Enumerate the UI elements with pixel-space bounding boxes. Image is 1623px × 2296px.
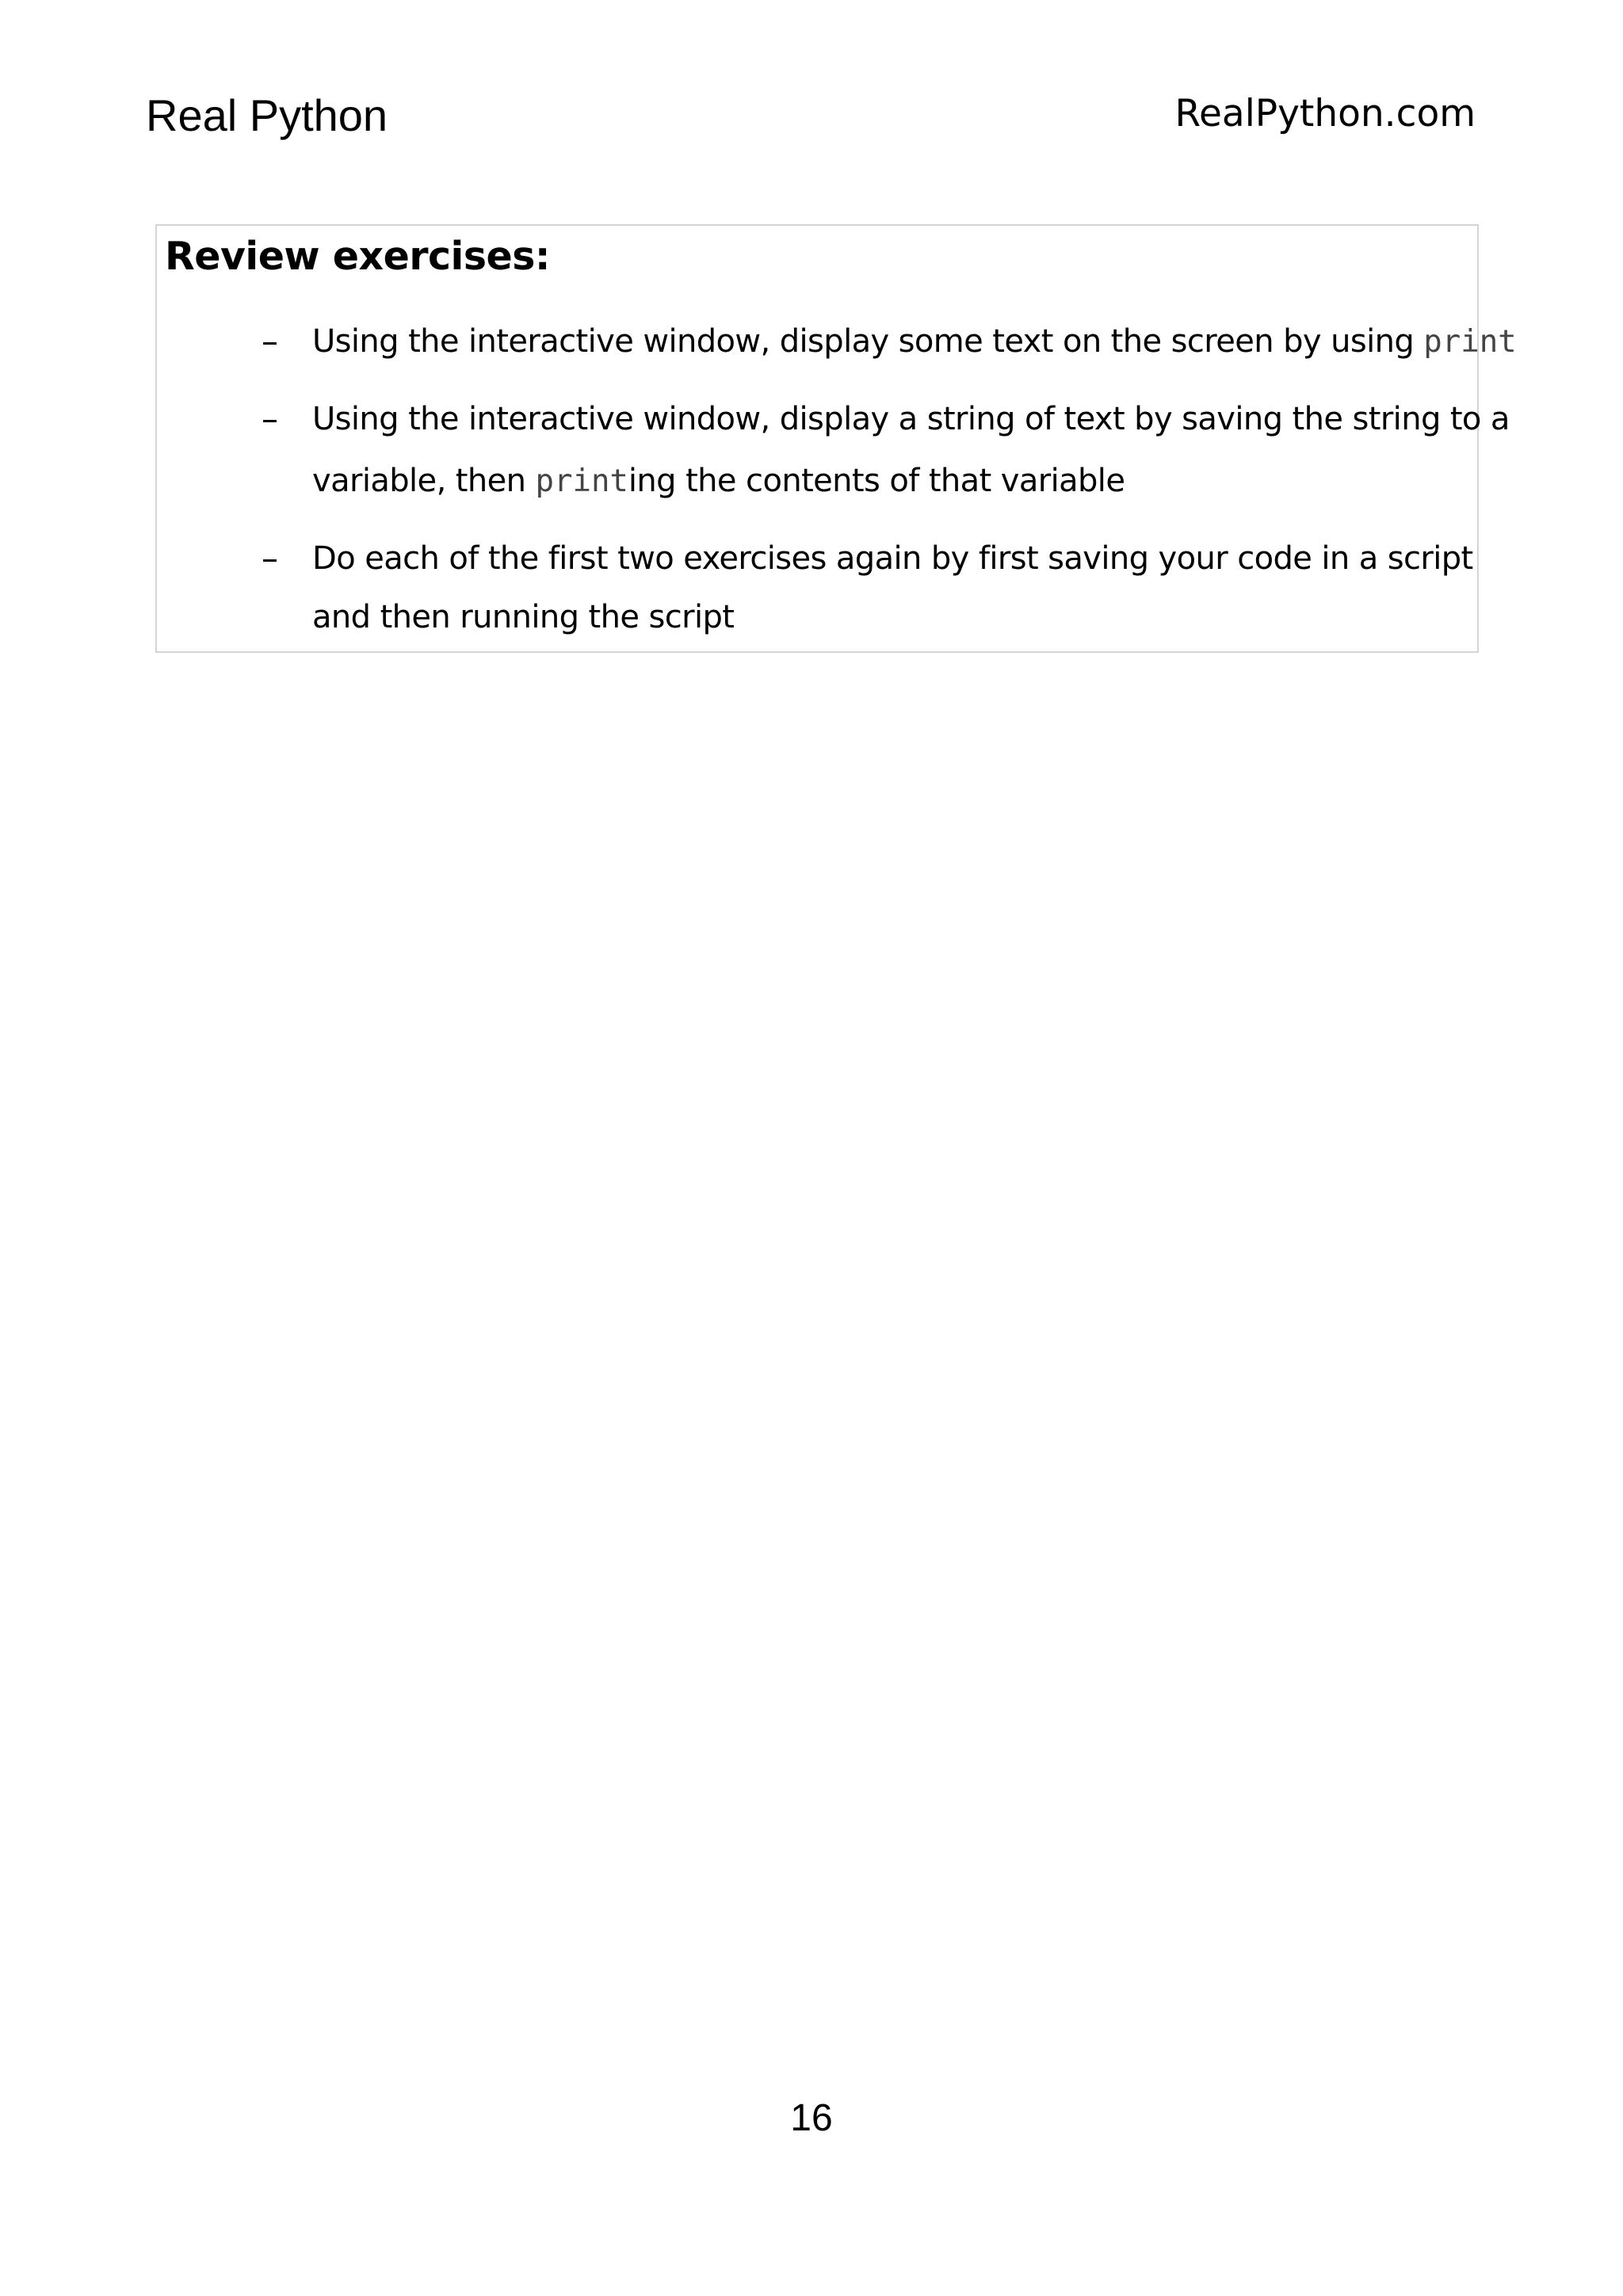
exercise-line: Using the interactive window, display some text on the screen by using print	[312, 323, 1517, 360]
code-print: print	[535, 463, 628, 499]
site-name: RealPython.com	[1174, 92, 1476, 135]
dash-bullet: –	[262, 322, 278, 360]
exercise-item-2	[157, 389, 1510, 509]
code-print: print	[1423, 324, 1517, 360]
exercise-line: Using the interactive window, display a string of text by saving the string to a	[312, 401, 1510, 437]
book-title: Real Python	[146, 90, 388, 140]
exercise-line: and then running the script	[312, 599, 735, 635]
dash-bullet: –	[262, 399, 278, 438]
exercise-item-1	[157, 311, 1517, 372]
page-number: 16	[790, 2097, 833, 2139]
dash-bullet: –	[262, 539, 278, 578]
exercise-line: Do each of the first two exercises again by first saving your code in a script	[312, 540, 1473, 577]
exercise-item-3	[157, 528, 1477, 649]
review-exercises-heading: Review exercises:	[165, 234, 550, 279]
exercise-line: variable, then printing the contents of that variable	[312, 463, 1125, 499]
review-exercises-box	[155, 224, 1517, 653]
